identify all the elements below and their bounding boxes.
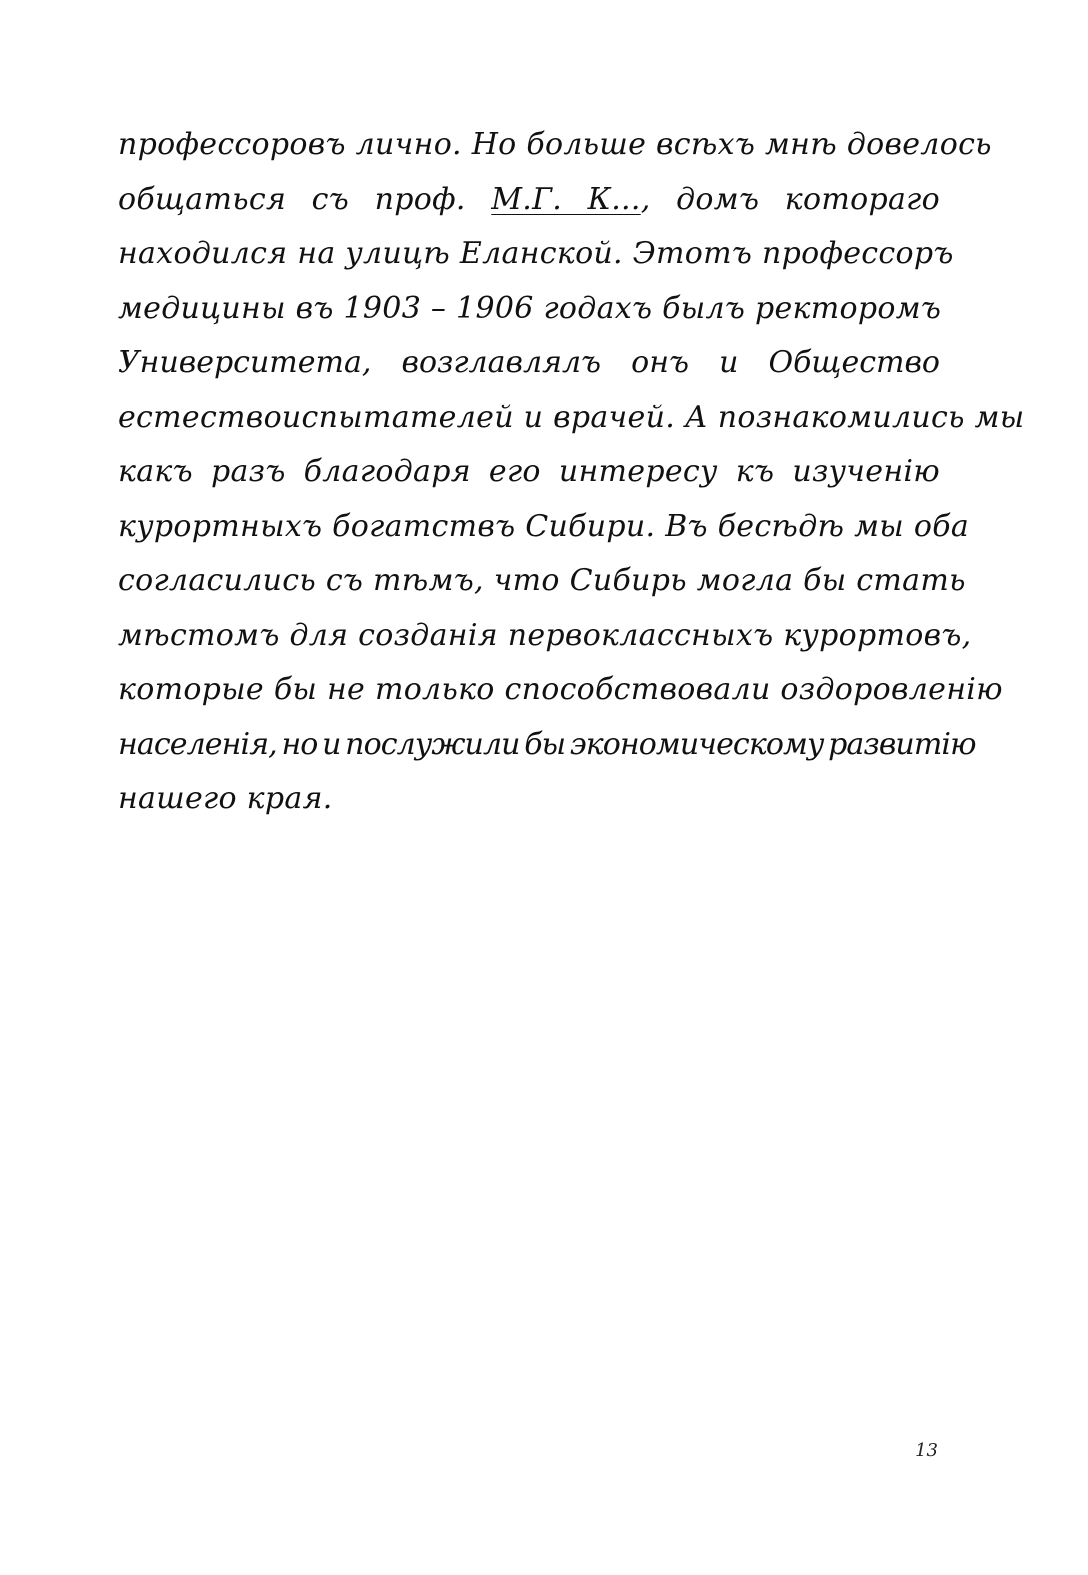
text-line-8: курортныхъ богатствъ Сибири. Въ бесѣдѣ мы оба	[118, 508, 970, 544]
text-line-12: населенія, но и послужили бы экономическому развитію	[118, 726, 976, 762]
text-line-2-end: , домъ котораго	[640, 181, 940, 217]
underlined-initials: М.Г. К...	[491, 181, 641, 217]
text-line-4: медицины въ 1903 – 1906 годахъ былъ ректоромъ	[118, 290, 942, 326]
text-line-7: какъ разъ благодаря его интересу къ изученію	[118, 454, 940, 489]
text-line-1: профессоровъ лично. Но больше всѣхъ мнѣ довелось	[118, 127, 992, 162]
text-line-11: которые бы не только способствовали оздоровленію	[118, 672, 1003, 707]
text-line-13: нашего края.	[118, 781, 333, 816]
text-line-3: находился на улицѣ Еланской. Этотъ профессоръ	[118, 236, 954, 271]
text-line-2-start: общаться съ проф.	[118, 181, 492, 217]
text-line-9: согласились съ тѣмъ, что Сибирь могла бы стать	[118, 563, 966, 598]
text-line-2	[118, 173, 940, 228]
body-text	[118, 118, 1025, 827]
text-line-10: мѣстомъ для созданія первоклассныхъ курортовъ,	[118, 617, 972, 653]
text-line-5: Университета, возглавлялъ онъ и Общество	[118, 345, 940, 380]
text-line-6: естествоиспытателей и врачей. А познакомились мы	[118, 399, 1025, 435]
page-number: 13	[915, 1440, 938, 1461]
